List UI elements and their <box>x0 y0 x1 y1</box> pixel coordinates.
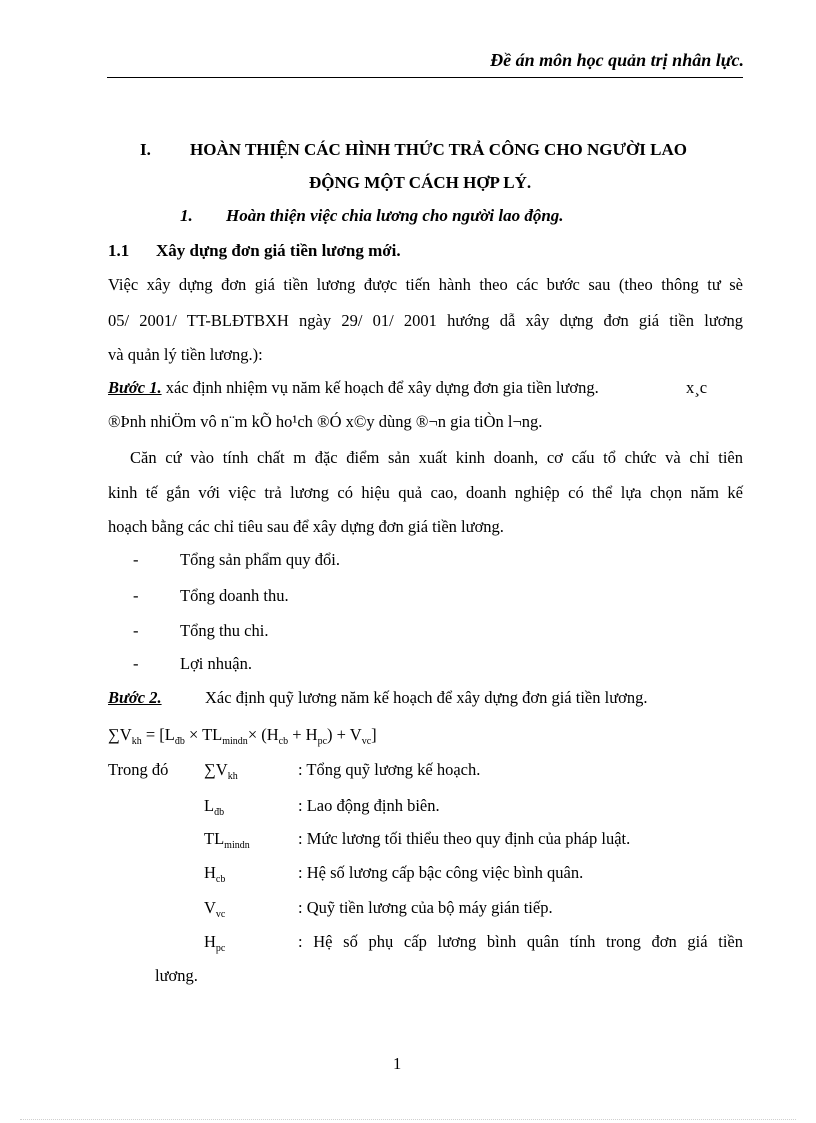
sub-subsection-title: Xây dựng đơn giá tiền lương mới. <box>156 241 401 260</box>
page-bottom-dotted-rule <box>20 1119 796 1120</box>
step1-garbled-tail: x¸c <box>686 378 708 397</box>
bullet-marker: - <box>133 654 139 673</box>
legend-intro: Trong đó <box>108 760 169 779</box>
page-number: 1 <box>393 1054 402 1073</box>
section-title-line2: ĐỘNG MỘT CÁCH HỢP LÝ. <box>309 173 532 192</box>
legend-desc: : Hệ số phụ cấp lương bình quân tính trong đơn giá tiền <box>298 932 743 951</box>
legend-desc: : Mức lương tối thiểu theo quy định của pháp luật. <box>298 829 631 848</box>
step2-text: Xác định quỹ lương năm kế hoạch để xây dựng đơn giá tiền lương. <box>205 688 648 707</box>
legend-desc: : Tổng quỹ lương kế hoạch. <box>298 760 481 779</box>
step2-label: Bước 2. <box>108 688 162 707</box>
document-header: Đề án môn học quản trị nhân lực. <box>490 50 744 70</box>
subsection-number: 1. <box>180 206 193 225</box>
para2-line-1: Căn cứ vào tính chất m đặc điểm sản xuất kinh doanh, cơ cấu tổ chức và chỉ tiên <box>130 448 743 467</box>
legend-desc: : Quỹ tiền lương của bộ máy gián tiếp. <box>298 898 553 917</box>
intro-line-1: Việc xây dựng đơn giá tiền lương được tiến hành theo các bước sau (theo thông tư sè <box>108 275 743 294</box>
legend-symbol: $V_{vc}$ <box>204 898 226 920</box>
step1-text: xác định nhiệm vụ năm kế hoạch để xây dựng đơn gia tiền lương. <box>161 378 599 397</box>
section-title-line1: HOÀN THIỆN CÁC HÌNH THỨC TRẢ CÔNG CHO NGƯỜI LAO <box>190 140 687 159</box>
legend-desc: : Lao động định biên. <box>298 796 440 815</box>
legend-symbol: $L_{đb}$ <box>204 796 225 818</box>
intro-line-3: và quản lý tiền lương.): <box>108 345 263 364</box>
sub-subsection-number: 1.1 <box>108 241 130 260</box>
legend-continuation: lương. <box>155 966 198 985</box>
legend-symbol: $H_{pc}$ <box>204 932 226 954</box>
bullet-marker: - <box>133 550 139 569</box>
header-rule <box>107 77 743 78</box>
legend-symbol: $TL_{mindn}$ <box>204 829 250 851</box>
legend-symbol: $\sum V_{kh}$ <box>204 760 238 782</box>
section-number: I. <box>140 140 151 159</box>
step1-line <box>108 378 599 398</box>
intro-line-2: 05/ 2001/ TT-BLĐTBXH ngày 29/ 01/ 2001 hướng dẫ xây dựng đơn giá tiền lương <box>108 311 743 330</box>
formula: $\sum V_{kh} = [L_{đb} \times TL_{mindn}\times (H_{cb} + H_{pc}) + V_{vc}]$ <box>108 725 377 747</box>
bullet-marker: - <box>133 586 139 605</box>
bullet-item: Tổng doanh thu. <box>180 586 289 605</box>
bullet-item: Tổng sản phẩm quy đổi. <box>180 550 340 569</box>
bullet-item: Lợi nhuận. <box>180 654 252 673</box>
para2-line-3: hoạch bằng các chỉ tiêu sau để xây dựng đơn giá tiền lương. <box>108 517 504 536</box>
step1-garbled-line: ®Þnh nhiÖm vô n¨m kÕ ho¹ch ®Ó x©y dùng ®¬n gia tiÒn l¬ng. <box>108 412 543 431</box>
legend-desc: : Hệ số lương cấp bậc công việc bình quân. <box>298 863 584 882</box>
step1-label: Bước 1. <box>108 378 162 397</box>
subsection-title: Hoàn thiện việc chia lương cho người lao động. <box>226 206 564 225</box>
bullet-item: Tổng thu chi. <box>180 621 269 640</box>
legend-symbol: $H_{cb}$ <box>204 863 226 885</box>
para2-line-2: kinh tế gắn với việc trả lương có hiệu quả cao, doanh nghiệp có thể lựa chọn năm kế <box>108 483 743 502</box>
bullet-marker: - <box>133 621 139 640</box>
